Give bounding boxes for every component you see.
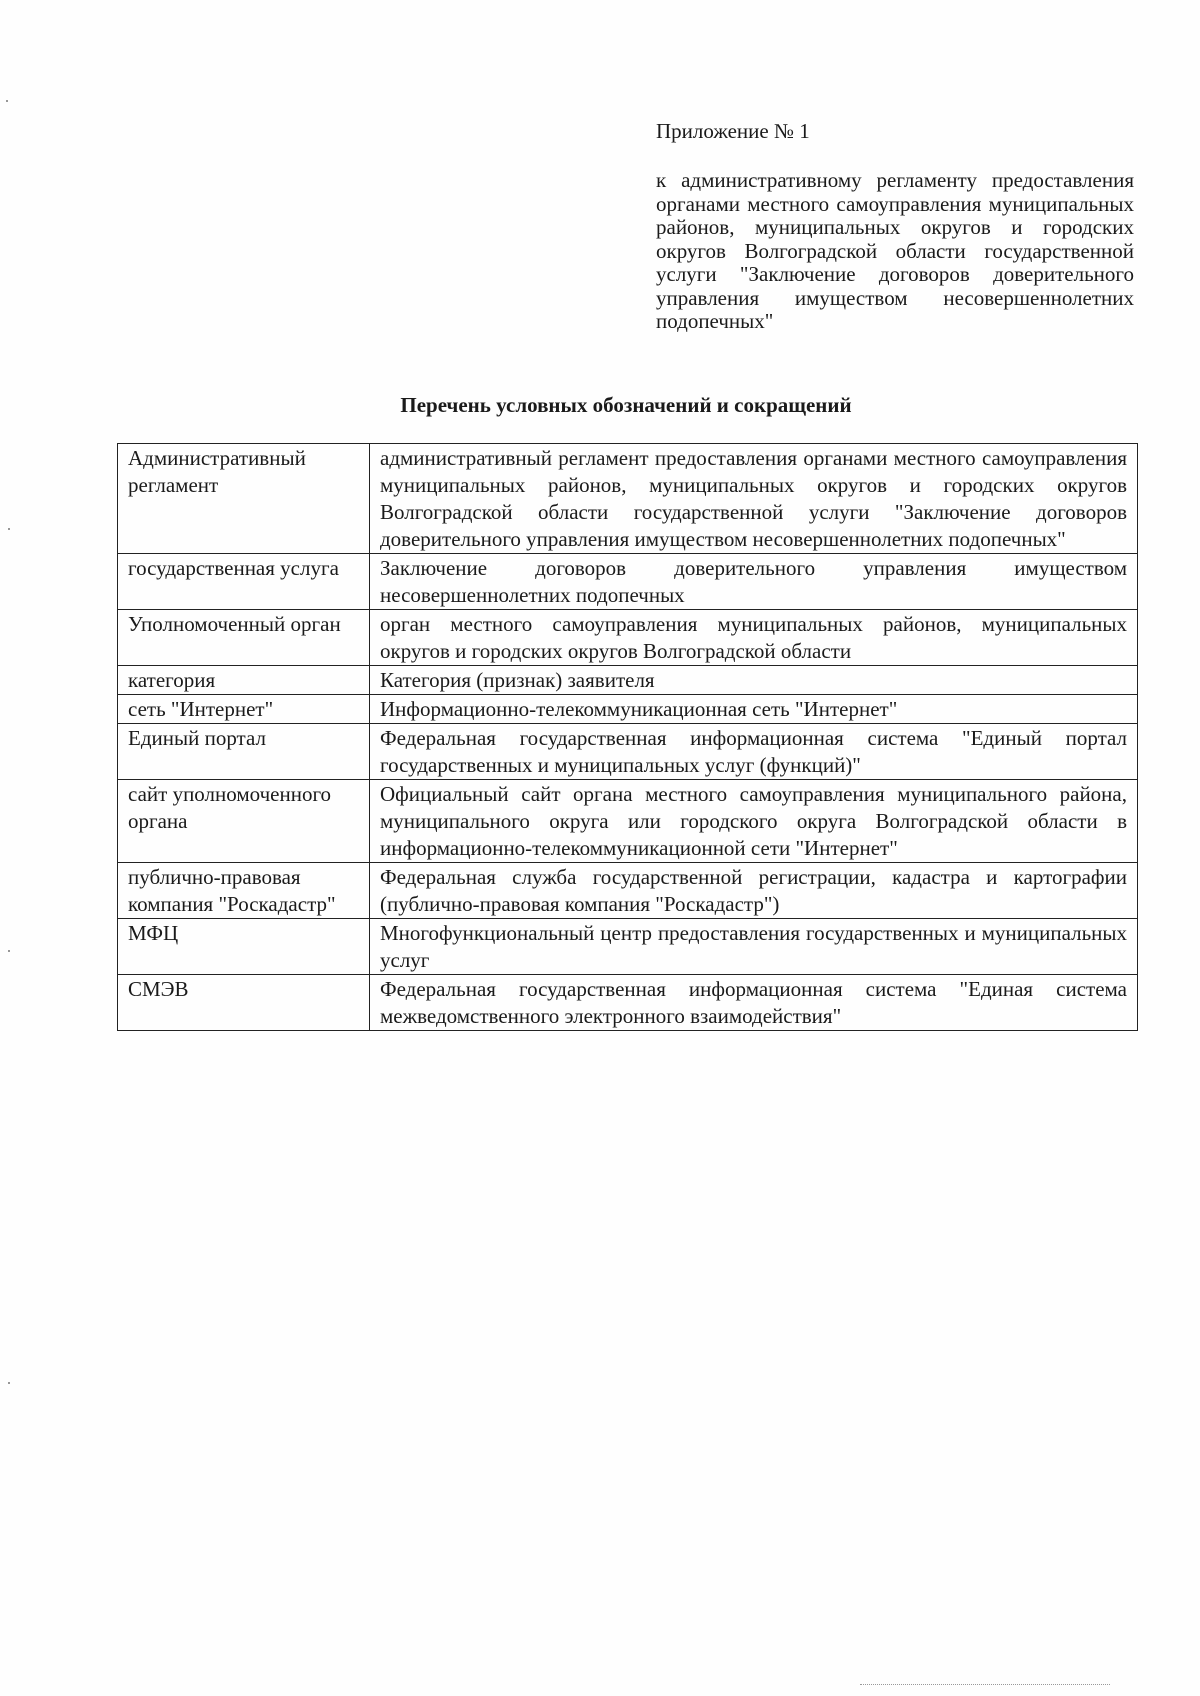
definition-cell: орган местного самоуправления муниципальных районов, муниципальных округов и городских округов Волгоградской области xyxy=(370,610,1138,666)
term-cell: Единый портал xyxy=(118,724,370,780)
scan-artifact xyxy=(8,528,10,530)
term-cell: Уполномоченный орган xyxy=(118,610,370,666)
definition-cell: Заключение договоров доверительного управления имуществом несовершеннолетних подопечных xyxy=(370,554,1138,610)
appendix-text: к административному регламенту предоставления органами местного самоуправления муниципальных районов, муниципальных округов и городских округов Волгоградской области государственной услуги "Заключение договоров доверительного управления имуществом несовершеннолетних подопечных" xyxy=(656,168,1134,333)
definition-cell: Категория (признак) заявителя xyxy=(370,666,1138,695)
definition-cell: Многофункциональный центр предоставления государственных и муниципальных услуг xyxy=(370,919,1138,975)
table-row xyxy=(118,724,1138,780)
abbreviations-table xyxy=(117,443,1138,1031)
definition-cell: административный регламент предоставления органами местного самоуправления муниципальных районов, муниципальных округов и городских округов Волгоградской области государственной услуги "Заключение договоров доверительного управления имуществом несовершеннолетних подопечных" xyxy=(370,444,1138,554)
document-title: Перечень условных обозначений и сокращений xyxy=(400,393,852,417)
table-row xyxy=(118,780,1138,863)
table-row xyxy=(118,975,1138,1031)
table-row xyxy=(118,863,1138,919)
definition-cell: Информационно-телекоммуникационная сеть "Интернет" xyxy=(370,695,1138,724)
term-cell: публично-правовая компания "Роскадастр" xyxy=(118,863,370,919)
definition-cell: Официальный сайт органа местного самоуправления муниципального района, муниципального округа или городского округа Волгоградской области в информационно-телекоммуникационной сети "Интернет" xyxy=(370,780,1138,863)
table-row xyxy=(118,666,1138,695)
definition-cell: Федеральная государственная информационная система "Единая система межведомственного электронного взаимодействия" xyxy=(370,975,1138,1031)
scan-artifact xyxy=(8,950,10,952)
scan-artifact xyxy=(8,1382,10,1384)
table-row xyxy=(118,554,1138,610)
table-row xyxy=(118,919,1138,975)
table-row xyxy=(118,610,1138,666)
scan-artifact xyxy=(6,100,8,102)
appendix-header xyxy=(656,118,1134,334)
term-cell: МФЦ xyxy=(118,919,370,975)
definition-cell: Федеральная государственная информационная система "Единый портал государственных и муниципальных услуг (функций)" xyxy=(370,724,1138,780)
table-row xyxy=(118,695,1138,724)
term-cell: государственная услуга xyxy=(118,554,370,610)
term-cell: СМЭВ xyxy=(118,975,370,1031)
definition-cell: Федеральная служба государственной регистрации, кадастра и картографии (публично-правовая компания "Роскадастр") xyxy=(370,863,1138,919)
table-row xyxy=(118,444,1138,554)
term-cell: сайт уполномоченного органа xyxy=(118,780,370,863)
term-cell: категория xyxy=(118,666,370,695)
appendix-number: Приложение № 1 xyxy=(656,119,810,143)
scan-artifact xyxy=(860,1684,1110,1686)
term-cell: Административный регламент xyxy=(118,444,370,554)
term-cell: сеть "Интернет" xyxy=(118,695,370,724)
